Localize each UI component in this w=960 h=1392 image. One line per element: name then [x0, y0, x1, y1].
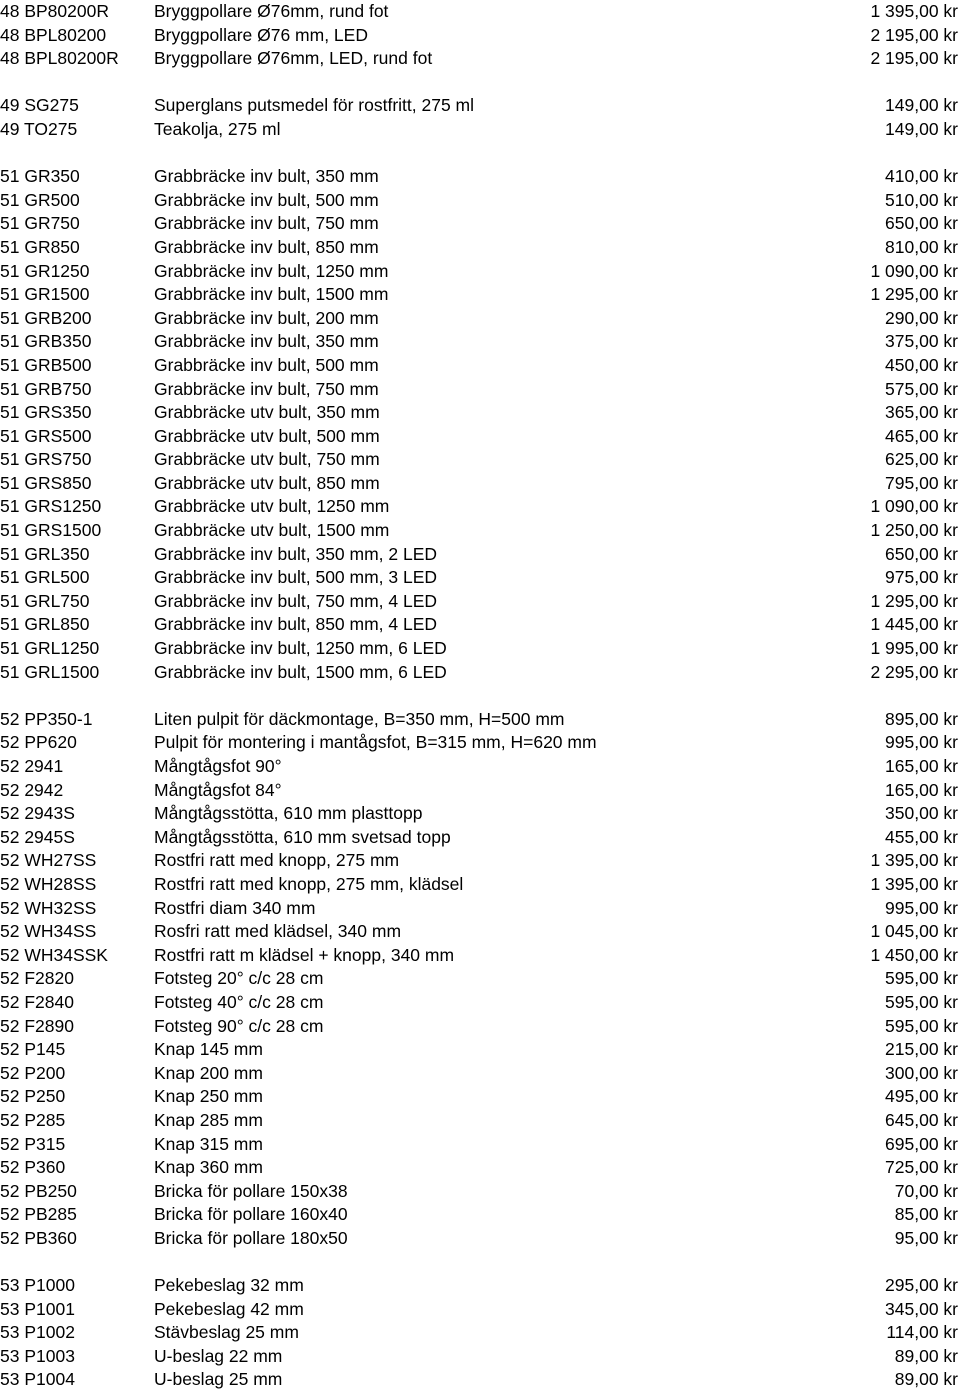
table-row [0, 118, 960, 142]
article-code: 51 GR850 [0, 236, 80, 257]
article-description: Knap 200 mm [154, 1062, 263, 1083]
table-row [0, 378, 960, 402]
article-code: 52 F2890 [0, 1015, 74, 1036]
article-code: 51 GRS350 [0, 402, 92, 423]
article-price: 650,00 kr [885, 543, 958, 564]
table-row [0, 1321, 960, 1345]
table-row [0, 590, 960, 614]
article-description: Rostfri ratt m klädsel + knopp, 340 mm [154, 944, 455, 965]
article-code: 52 WH32SS [0, 897, 97, 918]
article-code: 49 SG275 [0, 95, 79, 116]
table-row [0, 236, 960, 260]
table-row [0, 165, 960, 189]
article-description: Bryggpollare Ø76mm, LED, rund fot [154, 48, 433, 69]
article-description: Rostfri diam 340 mm [154, 897, 316, 918]
table-row [0, 283, 960, 307]
article-code: 51 GRL850 [0, 614, 90, 635]
article-code: 53 P1004 [0, 1369, 75, 1390]
article-code: 52 2945S [0, 826, 75, 847]
table-row [0, 708, 960, 732]
article-description: Grabbräcke inv bult, 1250 mm [154, 260, 389, 281]
article-code: 48 BP80200R [0, 1, 109, 21]
table-row [0, 779, 960, 803]
article-description: Mångtågsstötta, 610 mm plasttopp [154, 803, 423, 824]
table-row [0, 0, 960, 24]
article-description: Rostfri ratt med knopp, 275 mm [154, 850, 400, 871]
article-code: 51 GRS850 [0, 472, 92, 493]
article-description: Grabbräcke inv bult, 750 mm [154, 213, 379, 234]
article-description: Grabbräcke inv bult, 1500 mm, 6 LED [154, 661, 447, 682]
article-code: 51 GRL1250 [0, 638, 100, 659]
table-row [0, 24, 960, 48]
table-row [0, 637, 960, 661]
article-code: 52 F2840 [0, 991, 74, 1012]
table-row [0, 1085, 960, 1109]
article-price: 995,00 kr [885, 897, 958, 918]
article-description: Grabbräcke inv bult, 1250 mm, 6 LED [154, 638, 447, 659]
article-description: Grabbräcke inv bult, 500 mm [154, 354, 379, 375]
article-description: U-beslag 22 mm [154, 1345, 283, 1366]
table-row [0, 448, 960, 472]
table-row [0, 1345, 960, 1369]
article-description: Bricka för pollare 150x38 [154, 1180, 348, 1201]
article-description: Grabbräcke inv bult, 350 mm, 2 LED [154, 543, 438, 564]
article-code: 52 P200 [0, 1062, 66, 1083]
article-description: Bryggpollare Ø76 mm, LED [154, 24, 368, 45]
article-price: 1 295,00 kr [870, 590, 958, 611]
group-spacer [0, 71, 960, 95]
article-price: 1 395,00 kr [870, 850, 958, 871]
article-code: 51 GRL500 [0, 567, 90, 588]
article-code: 51 GRL750 [0, 590, 90, 611]
article-code: 52 2941 [0, 756, 64, 776]
table-row [0, 1298, 960, 1322]
article-price: 795,00 kr [885, 472, 958, 493]
article-description: Grabbräcke inv bult, 350 mm [154, 331, 379, 352]
article-code: 51 GRL350 [0, 543, 90, 564]
article-code: 52 F2820 [0, 968, 74, 989]
table-row [0, 991, 960, 1015]
article-price: 465,00 kr [885, 425, 958, 446]
article-description: Rostfri ratt med knopp, 275 mm, klädsel [154, 873, 464, 894]
article-price: 625,00 kr [885, 449, 958, 470]
table-row [0, 802, 960, 826]
article-description: Mångtågsstötta, 610 mm svetsad topp [154, 826, 451, 847]
article-code: 53 P1003 [0, 1345, 75, 1366]
article-description: Knap 250 mm [154, 1086, 263, 1107]
table-row [0, 307, 960, 331]
table-row [0, 1109, 960, 1133]
article-code: 51 GRS1250 [0, 496, 102, 517]
table-row [0, 1203, 960, 1227]
article-description: Fotsteg 40° c/c 28 cm [154, 991, 324, 1012]
article-price: 895,00 kr [885, 708, 958, 729]
article-description: Grabbräcke inv bult, 200 mm [154, 307, 379, 328]
article-description: Grabbräcke utv bult, 1250 mm [154, 496, 390, 517]
table-row [0, 330, 960, 354]
article-price: 455,00 kr [885, 826, 958, 847]
article-description: Bryggpollare Ø76mm, rund fot [154, 1, 389, 21]
article-price: 1 295,00 kr [870, 284, 958, 305]
article-price: 1 395,00 kr [870, 873, 958, 894]
article-price: 350,00 kr [885, 803, 958, 824]
table-row [0, 1227, 960, 1251]
article-code: 52 WH34SSK [0, 944, 108, 965]
article-description: Knap 315 mm [154, 1133, 263, 1154]
article-description: Pulpit för montering i mantågsfot, B=315 mm, H=620 mm [154, 732, 597, 753]
article-price: 290,00 kr [885, 307, 958, 328]
article-code: 52 2943S [0, 803, 75, 824]
article-price: 810,00 kr [885, 236, 958, 257]
table-row [0, 1038, 960, 1062]
article-description: Bricka för pollare 160x40 [154, 1204, 348, 1225]
article-description: Fotsteg 90° c/c 28 cm [154, 1015, 324, 1036]
article-description: Superglans putsmedel för rostfritt, 275 ml [154, 95, 475, 116]
article-description: Grabbräcke inv bult, 850 mm [154, 236, 379, 257]
table-row [0, 401, 960, 425]
article-code: 51 GR500 [0, 189, 80, 210]
article-price: 375,00 kr [885, 331, 958, 352]
article-price: 575,00 kr [885, 378, 958, 399]
article-price: 410,00 kr [885, 166, 958, 187]
table-row [0, 495, 960, 519]
article-price: 595,00 kr [885, 1015, 958, 1036]
article-code: 53 P1000 [0, 1275, 75, 1296]
article-description: Teakolja, 275 ml [154, 118, 281, 139]
article-code: 51 GRS750 [0, 449, 92, 470]
article-code: 52 P285 [0, 1109, 66, 1130]
article-code: 52 PB360 [0, 1227, 77, 1248]
article-description: U-beslag 25 mm [154, 1369, 283, 1390]
table-row [0, 731, 960, 755]
article-price: 1 250,00 kr [870, 520, 958, 541]
article-code: 51 GRB200 [0, 307, 92, 328]
table-row [0, 1015, 960, 1039]
article-description: Pekebeslag 42 mm [154, 1298, 304, 1319]
article-code: 53 P1001 [0, 1298, 75, 1319]
table-row [0, 1274, 960, 1298]
article-description: Mångtågsfot 84° [154, 779, 282, 800]
group-spacer [0, 684, 960, 708]
article-price: 2 195,00 kr [870, 48, 958, 69]
article-code: 52 P250 [0, 1086, 66, 1107]
article-price: 595,00 kr [885, 991, 958, 1012]
article-code: 51 GRB750 [0, 378, 92, 399]
table-row [0, 826, 960, 850]
article-description: Grabbräcke utv bult, 750 mm [154, 449, 380, 470]
article-price: 149,00 kr [885, 95, 958, 116]
article-code: 53 P1002 [0, 1322, 75, 1343]
article-description: Liten pulpit för däckmontage, B=350 mm, H=500 mm [154, 708, 565, 729]
article-price: 295,00 kr [885, 1275, 958, 1296]
table-row [0, 1133, 960, 1157]
article-description: Mångtågsfot 90° [154, 756, 282, 776]
article-code: 51 GR1500 [0, 284, 90, 305]
article-code: 52 P315 [0, 1133, 66, 1154]
table-row [0, 189, 960, 213]
article-description: Grabbräcke inv bult, 750 mm, 4 LED [154, 590, 438, 611]
article-description: Knap 145 mm [154, 1039, 263, 1060]
table-row [0, 566, 960, 590]
article-description: Grabbräcke inv bult, 500 mm [154, 189, 379, 210]
table-row [0, 1062, 960, 1086]
table-row [0, 543, 960, 567]
article-code: 52 P360 [0, 1157, 66, 1178]
article-code: 52 PB250 [0, 1180, 77, 1201]
article-description: Grabbräcke inv bult, 500 mm, 3 LED [154, 567, 438, 588]
article-price: 95,00 kr [894, 1227, 958, 1248]
article-price: 149,00 kr [885, 118, 958, 139]
article-price: 975,00 kr [885, 567, 958, 588]
table-row [0, 897, 960, 921]
article-description: Pekebeslag 32 mm [154, 1275, 304, 1296]
table-row [0, 920, 960, 944]
table-row [0, 849, 960, 873]
article-description: Grabbräcke utv bult, 500 mm [154, 425, 380, 446]
table-row [0, 1156, 960, 1180]
article-code: 51 GRB500 [0, 354, 92, 375]
article-price: 85,00 kr [894, 1204, 958, 1225]
article-price: 215,00 kr [885, 1039, 958, 1060]
article-code: 51 GRS500 [0, 425, 92, 446]
group-spacer [0, 142, 960, 166]
article-price: 165,00 kr [885, 779, 958, 800]
article-price: 725,00 kr [885, 1157, 958, 1178]
article-price: 2 295,00 kr [870, 661, 958, 682]
article-description: Grabbräcke utv bult, 1500 mm [154, 520, 390, 541]
table-row [0, 519, 960, 543]
article-code: 51 GR350 [0, 166, 80, 187]
article-description: Grabbräcke inv bult, 850 mm, 4 LED [154, 614, 438, 635]
table-row [0, 1368, 960, 1392]
article-price: 595,00 kr [885, 968, 958, 989]
article-price: 165,00 kr [885, 756, 958, 776]
table-row [0, 212, 960, 236]
article-price: 2 195,00 kr [870, 24, 958, 45]
article-code: 48 BPL80200R [0, 48, 119, 69]
article-description: Knap 360 mm [154, 1157, 263, 1178]
article-price: 89,00 kr [894, 1369, 958, 1390]
article-price: 70,00 kr [894, 1180, 958, 1201]
article-code: 52 WH27SS [0, 850, 97, 871]
article-price: 300,00 kr [885, 1062, 958, 1083]
article-description: Bricka för pollare 180x50 [154, 1227, 348, 1248]
table-row [0, 944, 960, 968]
article-price: 1 045,00 kr [870, 921, 958, 942]
article-description: Grabbräcke inv bult, 350 mm [154, 166, 379, 187]
article-price: 114,00 kr [886, 1322, 958, 1343]
article-price: 645,00 kr [885, 1109, 958, 1130]
article-price: 345,00 kr [885, 1298, 958, 1319]
table-row [0, 425, 960, 449]
article-description: Grabbräcke utv bult, 350 mm [154, 402, 380, 423]
article-price: 995,00 kr [885, 732, 958, 753]
article-description: Fotsteg 20° c/c 28 cm [154, 968, 324, 989]
article-code: 51 GRB350 [0, 331, 92, 352]
article-code: 52 PP620 [0, 732, 77, 753]
table-row [0, 354, 960, 378]
table-row [0, 472, 960, 496]
article-description: Knap 285 mm [154, 1109, 263, 1130]
article-price: 1 090,00 kr [870, 496, 958, 517]
table-row [0, 1180, 960, 1204]
article-price: 450,00 kr [885, 354, 958, 375]
article-description: Grabbräcke utv bult, 850 mm [154, 472, 380, 493]
article-code: 52 WH28SS [0, 873, 97, 894]
table-row [0, 47, 960, 71]
table-row [0, 94, 960, 118]
article-code: 51 GRS1500 [0, 520, 102, 541]
article-description: Stävbeslag 25 mm [154, 1322, 299, 1343]
article-price: 1 450,00 kr [870, 944, 958, 965]
group-spacer [0, 1250, 960, 1274]
article-code: 51 GR1250 [0, 260, 90, 281]
article-price: 365,00 kr [885, 402, 958, 423]
article-code: 51 GR750 [0, 213, 80, 234]
article-code: 52 2942 [0, 779, 64, 800]
article-price: 495,00 kr [885, 1086, 958, 1107]
article-price: 1 090,00 kr [870, 260, 958, 281]
article-price: 650,00 kr [885, 213, 958, 234]
article-code: 52 PB285 [0, 1204, 77, 1225]
article-code: 52 PP350-1 [0, 708, 93, 729]
article-code: 52 P145 [0, 1039, 66, 1060]
table-row [0, 873, 960, 897]
article-price: 1 395,00 kr [870, 1, 958, 21]
article-description: Rosfri ratt med klädsel, 340 mm [154, 921, 402, 942]
article-description: Grabbräcke inv bult, 1500 mm [154, 284, 389, 305]
table-row [0, 755, 960, 779]
article-code: 52 WH34SS [0, 921, 97, 942]
article-code: 48 BPL80200 [0, 24, 107, 45]
article-price: 510,00 kr [885, 189, 958, 210]
article-price: 1 995,00 kr [870, 638, 958, 659]
article-description: Grabbräcke inv bult, 750 mm [154, 378, 379, 399]
table-row [0, 967, 960, 991]
table-row [0, 613, 960, 637]
article-code: 49 TO275 [0, 118, 78, 139]
article-price: 89,00 kr [894, 1345, 958, 1366]
table-row [0, 661, 960, 685]
article-price: 695,00 kr [885, 1133, 958, 1154]
article-price: 1 445,00 kr [870, 614, 958, 635]
article-code: 51 GRL1500 [0, 661, 100, 682]
table-row [0, 260, 960, 284]
